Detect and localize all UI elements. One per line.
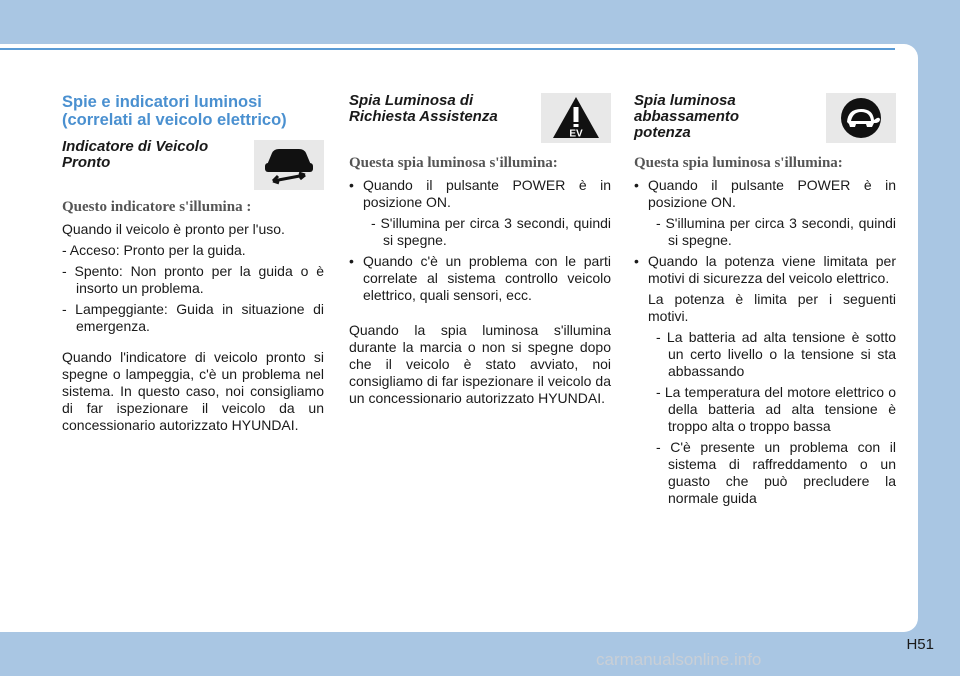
col1-subtitle: Indicatore di Veicolo Pronto <box>62 138 209 171</box>
col2-subtitle: Spia Luminosa di Richiesta Assistenza <box>349 92 498 125</box>
col3-bullet: • Quando il pulsante POWER è in posizione ON. <box>634 177 896 211</box>
col1-line: - Lampeggiante: Guida in situazione di emergenza. <box>62 301 324 334</box>
col1-line: - Spento: Non pronto per la guida o è insorto un problema. <box>62 263 324 296</box>
col3-subitem: - S'illumina per circa 3 secondi, quindi si spegne. <box>656 215 896 248</box>
col2-heading: Questa spia luminosa s'illumina: <box>349 155 558 171</box>
car-ready-icon <box>254 140 324 190</box>
ev-icon-text: EV <box>569 128 583 140</box>
col3-bullet-continuation: La potenza è limita per i seguenti motivi. <box>648 291 896 324</box>
col3-subitem: - La temperatura del motore elettrico o della batteria ad alta tensione è troppo alta o troppo bassa <box>656 384 896 434</box>
page-number: H51 <box>906 636 934 653</box>
col3-subitem: - La batteria ad alta tensione è sotto un certo livello o la tensione si sta abbassando <box>656 329 896 379</box>
col1-line: Quando il veicolo è pronto per l'uso. <box>62 221 285 237</box>
col1-header <box>62 139 324 197</box>
col2-header <box>349 93 611 153</box>
col1-heading: Questo indicatore s'illumina : <box>62 199 252 215</box>
column-1 <box>62 93 324 438</box>
column-3 <box>634 93 896 511</box>
col2-paragraph: Quando la spia luminosa s'illumina durante la marcia o non si spegne dopo che il veicolo è stato avviato, noi consigliamo di far ispezionare il veicolo da un concessionario autorizzato HYUNDAI. <box>349 322 611 406</box>
col2-subitem: - S'illumina per circa 3 secondi, quindi si spegne. <box>371 215 611 248</box>
col3-subtitle: Spia luminosa abbassamento potenza <box>634 92 740 141</box>
col3-subitem: - C'è presente un problema con il sistema di raffreddamento o un guasto che può precludere la normale guida <box>656 439 896 506</box>
col2-bullet: • Quando il pulsante POWER è in posizione ON. <box>349 177 611 211</box>
col3-bullet: • Quando la potenza viene limitata per motivi di sicurezza del veicolo elettrico. <box>634 253 896 287</box>
ev-warning-icon <box>541 93 611 143</box>
section-title: Spie e indicatori luminosi (correlati al veicolo elettrico) <box>62 93 287 129</box>
column-2 <box>349 93 611 411</box>
col1-paragraph: Quando l'indicatore di veicolo pronto si spegne o lampeggia, c'è un problema nel sistema. In questo caso, noi consigliamo di far ispezionare il veicolo da un concessionario autorizzato HYUNDAI. <box>62 349 324 433</box>
watermark: carmanualsonline.info <box>596 650 762 669</box>
col1-line: - Acceso: Pronto per la guida. <box>62 242 246 258</box>
col3-heading: Questa spia luminosa s'illumina: <box>634 155 843 171</box>
turtle-icon <box>826 93 896 143</box>
header-rule <box>0 48 895 50</box>
col2-bullet: • Quando c'è un problema con le parti correlate al sistema controllo veicolo elettrico, quali sensori, ecc. <box>349 253 611 304</box>
col3-header <box>634 93 896 153</box>
